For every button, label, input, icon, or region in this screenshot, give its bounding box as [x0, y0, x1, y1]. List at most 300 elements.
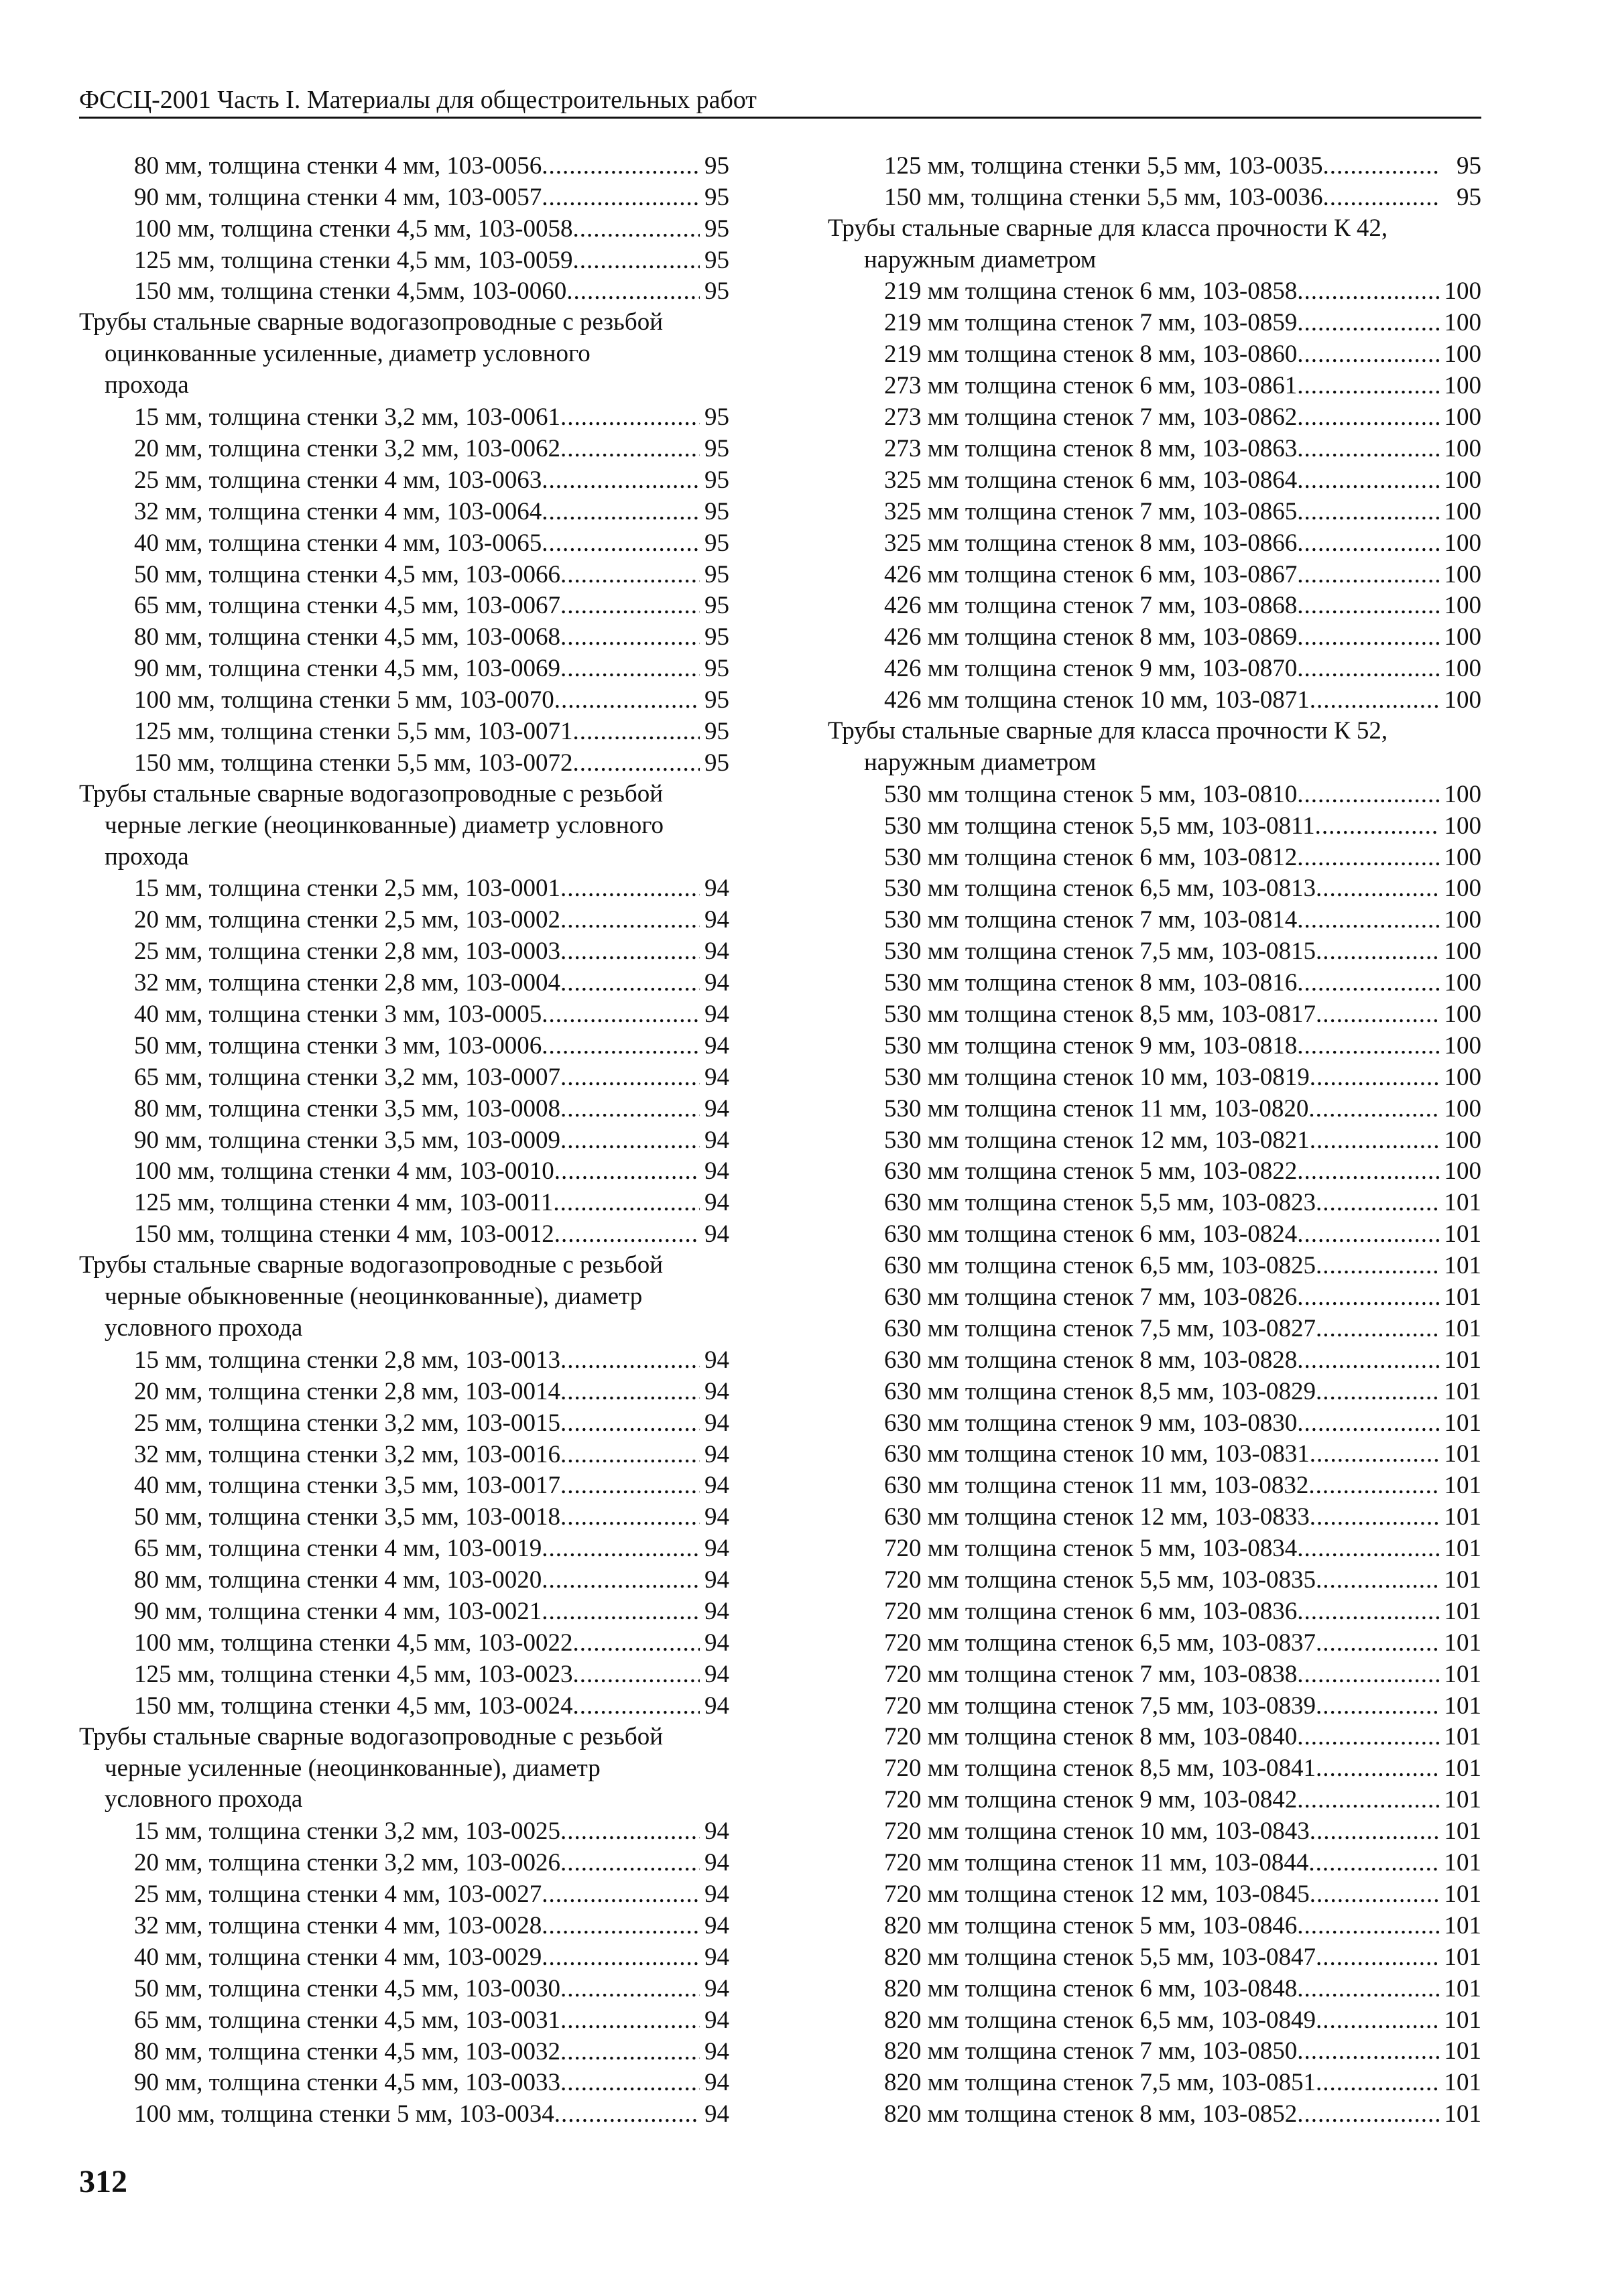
index-entry: [79, 1815, 729, 1847]
dot-leader: [560, 434, 700, 464]
entry-text: 100 мм, толщина стенки 5 мм, 103-0070: [134, 686, 554, 714]
index-entry: [79, 401, 729, 433]
dot-leader: [1297, 1722, 1440, 1752]
dot-leader: [1297, 2099, 1440, 2130]
dot-leader: [1297, 339, 1440, 370]
entry-page-ref: 94: [704, 1440, 729, 1468]
entry-page-ref: 100: [1444, 1126, 1481, 1154]
entry-text: 20 мм, толщина стенки 3,2 мм, 103-0026: [134, 1849, 560, 1877]
dot-leader: [560, 560, 700, 590]
entry-page-ref: 101: [1444, 1755, 1481, 1783]
entry-text: 15 мм, толщина стенки 2,5 мм, 103-0001: [134, 875, 560, 903]
entry-text: 25 мм, толщина стенки 3,2 мм, 103-0015: [134, 1409, 560, 1437]
index-entry: [828, 1784, 1481, 1815]
entry-page-ref: 95: [704, 560, 729, 588]
index-entry: [828, 621, 1481, 653]
dot-leader: [542, 1942, 700, 1973]
dot-leader: [542, 151, 700, 182]
dot-leader: [1297, 968, 1440, 999]
dot-leader: [560, 1502, 700, 1533]
entry-page-ref: 95: [1457, 151, 1481, 180]
index-entry: [828, 1659, 1481, 1690]
entry-text: 273 мм толщина стенок 8 мм, 103-0863: [884, 434, 1298, 462]
index-entry: [79, 716, 729, 747]
index-entry: [79, 276, 729, 308]
entry-text: 630 мм толщина стенок 8,5 мм, 103-0829: [884, 1377, 1316, 1405]
entry-page-ref: 94: [704, 1063, 729, 1091]
dot-leader: [560, 2067, 700, 2098]
index-entry: [79, 1376, 729, 1407]
entry-page-ref: 100: [1444, 969, 1481, 997]
page-number: 312: [79, 2164, 127, 2199]
dot-leader: [542, 1596, 700, 1627]
dot-leader: [1297, 1219, 1440, 1250]
entry-page-ref: 100: [1444, 686, 1481, 714]
index-entry: [828, 370, 1481, 401]
dot-leader: [1297, 1596, 1440, 1627]
dot-leader: [1297, 434, 1440, 464]
index-entry: [828, 904, 1481, 936]
index-entry: [79, 1659, 729, 1690]
index-entry: [79, 150, 729, 182]
index-entry: [828, 590, 1481, 622]
index-entry: [79, 433, 729, 464]
dot-leader: [1310, 1879, 1440, 1910]
entry-text: 65 мм, толщина стенки 4,5 мм, 103-0067: [134, 592, 560, 620]
dot-leader: [1316, 936, 1440, 967]
index-entry: [828, 182, 1481, 213]
entry-text: 426 мм толщина стенок 10 мм, 103-0871: [884, 686, 1310, 714]
entry-page-ref: 94: [704, 1377, 729, 1405]
group-heading-line: оцинкованные усиленные, диаметр условного: [105, 340, 591, 368]
dot-leader: [560, 2005, 700, 2036]
dot-leader: [1297, 528, 1440, 559]
entry-text: 530 мм толщина стенок 7 мм, 103-0814: [884, 906, 1298, 934]
entry-text: 90 мм, толщина стенки 4,5 мм, 103-0069: [134, 655, 560, 683]
entry-text: 20 мм, толщина стенки 2,8 мм, 103-0014: [134, 1377, 560, 1405]
index-entry: [828, 1847, 1481, 1878]
entry-text: 630 мм толщина стенок 11 мм, 103-0832: [884, 1472, 1309, 1500]
entry-page-ref: 101: [1444, 1880, 1481, 1908]
dot-leader: [554, 1156, 700, 1187]
entry-text: 100 мм, толщина стенки 4,5 мм, 103-0058: [134, 214, 573, 243]
entry-page-ref: 101: [1444, 1503, 1481, 1531]
dot-leader: [573, 1628, 700, 1659]
dot-leader: [1297, 842, 1440, 873]
entry-page-ref: 100: [1444, 403, 1481, 432]
entry-text: 20 мм, толщина стенки 3,2 мм, 103-0062: [134, 434, 560, 462]
dot-leader: [553, 1188, 700, 1218]
dot-leader: [1297, 1282, 1440, 1313]
entry-page-ref: 100: [1444, 1001, 1481, 1028]
entry-page-ref: 95: [704, 466, 729, 494]
entry-text: 100 мм, толщина стенки 4 мм, 103-0010: [134, 1157, 554, 1186]
index-entry: [828, 653, 1481, 684]
dot-leader: [1297, 590, 1440, 621]
dot-leader: [1297, 622, 1440, 653]
entry-text: 40 мм, толщина стенки 4 мм, 103-0065: [134, 529, 542, 557]
entry-text: 80 мм, толщина стенки 3,5 мм, 103-0008: [134, 1094, 560, 1123]
index-entry: [828, 2036, 1481, 2067]
entry-text: 150 мм, толщина стенки 4 мм, 103-0012: [134, 1220, 554, 1249]
entry-page-ref: 101: [1444, 1817, 1481, 1846]
index-entry: [828, 936, 1481, 967]
dot-leader: [542, 1031, 700, 1062]
entry-page-ref: 100: [1444, 277, 1481, 306]
index-entry: [79, 1156, 729, 1188]
entry-page-ref: 95: [704, 403, 729, 432]
entry-text: 426 мм толщина стенок 6 мм, 103-0867: [884, 560, 1298, 588]
index-entry: [79, 653, 729, 684]
entry-page-ref: 101: [1444, 1314, 1481, 1342]
dot-leader: [560, 1345, 700, 1376]
index-entry: [828, 1878, 1481, 1910]
entry-text: 720 мм толщина стенок 7 мм, 103-0838: [884, 1660, 1298, 1688]
entry-page-ref: 95: [704, 686, 729, 714]
dot-leader: [560, 936, 700, 967]
entry-text: 80 мм, толщина стенки 4 мм, 103-0056: [134, 151, 542, 180]
entry-page-ref: 94: [704, 1817, 729, 1846]
entry-text: 15 мм, толщина стенки 3,2 мм, 103-0061: [134, 403, 560, 432]
dot-leader: [1297, 2036, 1440, 2067]
entry-page-ref: 101: [1444, 1220, 1481, 1249]
entry-page-ref: 100: [1444, 655, 1481, 683]
entry-text: 325 мм толщина стенок 6 мм, 103-0864: [884, 466, 1298, 494]
dot-leader: [573, 716, 700, 747]
entry-page-ref: 100: [1444, 309, 1481, 337]
group-heading-line: Трубы стальные сварные водогазопроводные с резьбой: [79, 308, 664, 336]
entry-text: 65 мм, толщина стенки 4 мм, 103-0019: [134, 1535, 542, 1563]
entry-page-ref: 95: [1457, 183, 1481, 211]
entry-text: 630 мм толщина стенок 6,5 мм, 103-0825: [884, 1252, 1316, 1280]
entry-page-ref: 100: [1444, 1063, 1481, 1091]
index-entry: [79, 1690, 729, 1722]
entry-text: 50 мм, толщина стенки 3 мм, 103-0006: [134, 1031, 542, 1060]
entry-page-ref: 101: [1444, 1849, 1481, 1877]
entry-page-ref: 94: [704, 906, 729, 934]
group-heading-line: прохода: [105, 371, 189, 399]
group-heading-line: черные легкие (неоцинкованные) диаметр условного: [105, 811, 664, 839]
dot-leader: [1297, 560, 1440, 590]
entry-text: 630 мм толщина стенок 5,5 мм, 103-0823: [884, 1189, 1316, 1217]
entry-text: 32 мм, толщина стенки 4 мм, 103-0064: [134, 497, 542, 525]
index-entry: [828, 559, 1481, 590]
dot-leader: [1316, 1691, 1440, 1722]
index-entry: [828, 307, 1481, 338]
entry-text: 426 мм толщина стенок 7 мм, 103-0868: [884, 592, 1298, 620]
entry-page-ref: 101: [1444, 1346, 1481, 1374]
index-entry: [79, 1627, 729, 1659]
entry-text: 219 мм толщина стенок 7 мм, 103-0859: [884, 309, 1298, 337]
entry-text: 80 мм, толщина стенки 4 мм, 103-0020: [134, 1566, 542, 1594]
entry-text: 80 мм, толщина стенки 4,5 мм, 103-0068: [134, 623, 560, 651]
group-heading-line: условного прохода: [105, 1785, 303, 1813]
index-entry: [828, 1407, 1481, 1439]
dot-leader: [542, 1533, 700, 1564]
entry-page-ref: 94: [704, 1535, 729, 1563]
index-entry: [79, 1344, 729, 1376]
entry-text: 630 мм толщина стенок 12 мм, 103-0833: [884, 1503, 1310, 1531]
index-entry: [828, 999, 1481, 1030]
group-heading-line: Трубы стальные сварные водогазопроводные с резьбой: [79, 779, 664, 808]
entry-page-ref: 95: [704, 246, 729, 274]
entry-page-ref: 94: [704, 1598, 729, 1625]
index-entry: [828, 1250, 1481, 1281]
dot-leader: [542, 999, 700, 1030]
dot-leader: [560, 873, 700, 904]
index-entry: [828, 779, 1481, 810]
dot-leader: [1316, 1628, 1440, 1659]
index-entry: [828, 1030, 1481, 1062]
index-entry: [79, 182, 729, 213]
index-group-heading: [79, 1250, 729, 1344]
index-entry: [79, 2067, 729, 2099]
dot-leader: [560, 968, 700, 999]
entry-text: 820 мм толщина стенок 5 мм, 103-0846: [884, 1911, 1298, 1939]
entry-page-ref: 94: [704, 1943, 729, 1971]
index-entry: [828, 1722, 1481, 1753]
dot-leader: [1323, 151, 1440, 182]
index-entry: [79, 1596, 729, 1627]
entry-page-ref: 100: [1444, 466, 1481, 494]
entry-page-ref: 100: [1444, 938, 1481, 966]
index-entry: [79, 590, 729, 622]
dot-leader: [560, 1440, 700, 1470]
index-entry: [79, 1501, 729, 1533]
index-entry: [79, 559, 729, 590]
entry-page-ref: 94: [704, 1094, 729, 1123]
entry-page-ref: 95: [704, 717, 729, 745]
entry-page-ref: 101: [1444, 1283, 1481, 1312]
dot-leader: [560, 1408, 700, 1439]
entry-text: 325 мм толщина стенок 8 мм, 103-0866: [884, 529, 1298, 557]
entry-text: 530 мм толщина стенок 5,5 мм, 103-0811: [884, 812, 1315, 840]
entry-text: 125 мм, толщина стенки 5,5 мм, 103-0071: [134, 717, 573, 745]
entry-text: 90 мм, толщина стенки 4,5 мм, 103-0033: [134, 2069, 560, 2097]
dot-leader: [573, 748, 700, 779]
dot-leader: [1297, 308, 1440, 338]
entry-page-ref: 101: [1444, 1377, 1481, 1405]
entry-text: 125 мм, толщина стенки 4,5 мм, 103-0023: [134, 1660, 573, 1688]
group-heading-line: наружным диаметром: [864, 748, 1097, 776]
dot-leader: [1308, 1848, 1440, 1878]
dot-leader: [1297, 1345, 1440, 1376]
entry-page-ref: 101: [1444, 1409, 1481, 1437]
entry-page-ref: 101: [1444, 2100, 1481, 2128]
entry-page-ref: 100: [1444, 434, 1481, 462]
index-entry: [828, 2067, 1481, 2098]
entry-page-ref: 101: [1444, 1943, 1481, 1971]
group-heading-line: условного прохода: [105, 1314, 303, 1342]
entry-page-ref: 101: [1444, 1535, 1481, 1563]
entry-text: 530 мм толщина стенок 11 мм, 103-0820: [884, 1094, 1309, 1123]
dot-leader: [1316, 1942, 1440, 1973]
index-entry: [828, 496, 1481, 527]
index-entry: [79, 967, 729, 999]
index-entry: [828, 1627, 1481, 1659]
entry-page-ref: 95: [704, 655, 729, 683]
dot-leader: [1316, 1251, 1440, 1281]
entry-page-ref: 100: [1444, 592, 1481, 620]
dot-leader: [1316, 999, 1440, 1030]
entry-text: 720 мм толщина стенок 10 мм, 103-0843: [884, 1817, 1310, 1846]
dot-leader: [566, 276, 700, 307]
dot-leader: [1308, 1094, 1440, 1125]
index-entry: [828, 1973, 1481, 2004]
dot-leader: [573, 245, 700, 276]
entry-text: 219 мм толщина стенок 6 мм, 103-0858: [884, 277, 1298, 306]
entry-page-ref: 100: [1444, 1094, 1481, 1123]
entry-page-ref: 100: [1444, 340, 1481, 369]
entry-page-ref: 94: [704, 1031, 729, 1060]
entry-page-ref: 100: [1444, 906, 1481, 934]
dot-leader: [542, 182, 700, 213]
entry-page-ref: 101: [1444, 1597, 1481, 1625]
dot-leader: [1297, 465, 1440, 496]
entry-page-ref: 100: [1444, 1157, 1481, 1186]
dot-leader: [1310, 1125, 1440, 1156]
entry-text: 720 мм толщина стенок 8,5 мм, 103-0841: [884, 1755, 1316, 1783]
dot-leader: [1308, 1470, 1440, 1501]
entry-text: 150 мм, толщина стенки 4,5мм, 103-0060: [134, 277, 567, 306]
entry-text: 530 мм толщина стенок 6,5 мм, 103-0813: [884, 875, 1316, 903]
index-entry: [828, 1533, 1481, 1564]
entry-page-ref: 94: [704, 875, 729, 903]
group-heading-line: Трубы стальные сварные водогазопроводные с резьбой: [79, 1251, 664, 1279]
entry-text: 50 мм, толщина стенки 4,5 мм, 103-0030: [134, 1974, 560, 2002]
index-entry: [79, 2098, 729, 2130]
index-entry: [828, 1815, 1481, 1847]
dot-leader: [1316, 1314, 1440, 1344]
entry-text: 150 мм, толщина стенки 4,5 мм, 103-0024: [134, 1692, 573, 1720]
dot-leader: [1316, 1753, 1440, 1784]
entry-text: 820 мм толщина стенок 8 мм, 103-0852: [884, 2100, 1298, 2128]
entry-text: 65 мм, толщина стенки 4,5 мм, 103-0031: [134, 2006, 560, 2034]
index-entry: [79, 1910, 729, 1941]
entry-page-ref: 94: [704, 1126, 729, 1154]
entry-page-ref: 100: [1444, 372, 1481, 400]
dot-leader: [1297, 371, 1440, 401]
entry-page-ref: 101: [1444, 1974, 1481, 2002]
entry-text: 530 мм толщина стенок 5 мм, 103-0810: [884, 780, 1298, 808]
dot-leader: [1297, 779, 1440, 810]
entry-page-ref: 100: [1444, 812, 1481, 840]
entry-text: 720 мм толщина стенок 8 мм, 103-0840: [884, 1723, 1298, 1751]
entry-page-ref: 94: [704, 2069, 729, 2097]
entry-page-ref: 95: [704, 592, 729, 620]
entry-text: 40 мм, толщина стенки 3,5 мм, 103-0017: [134, 1472, 560, 1500]
entry-text: 820 мм толщина стенок 5,5 мм, 103-0847: [884, 1943, 1316, 1971]
dot-leader: [1297, 1031, 1440, 1062]
entry-page-ref: 94: [704, 2037, 729, 2065]
dot-leader: [554, 2099, 700, 2130]
entry-text: 820 мм толщина стенок 6 мм, 103-0848: [884, 1974, 1298, 2002]
entry-text: 50 мм, толщина стенки 3,5 мм, 103-0018: [134, 1503, 560, 1531]
entry-text: 65 мм, толщина стенки 3,2 мм, 103-0007: [134, 1063, 560, 1091]
entry-text: 530 мм толщина стенок 7,5 мм, 103-0815: [884, 938, 1316, 966]
dot-leader: [573, 1691, 700, 1722]
entry-page-ref: 100: [1444, 875, 1481, 903]
dot-leader: [1297, 1974, 1440, 2004]
dot-leader: [560, 1816, 700, 1847]
index-entry: [79, 2036, 729, 2067]
index-entry: [79, 904, 729, 936]
entry-text: 25 мм, толщина стенки 2,8 мм, 103-0003: [134, 938, 560, 966]
entry-page-ref: 95: [704, 151, 729, 180]
dot-leader: [542, 497, 700, 527]
index-entry: [79, 464, 729, 496]
entry-text: 80 мм, толщина стенки 4,5 мм, 103-0032: [134, 2037, 560, 2065]
entry-text: 150 мм, толщина стенки 5,5 мм, 103-0072: [134, 749, 573, 777]
index-entry: [828, 1752, 1481, 1784]
entry-page-ref: 94: [704, 1911, 729, 1939]
index-entry: [79, 496, 729, 527]
entry-text: 90 мм, толщина стенки 3,5 мм, 103-0009: [134, 1126, 560, 1154]
index-entry: [828, 276, 1481, 308]
entry-page-ref: 94: [704, 1974, 729, 2002]
entry-text: 150 мм, толщина стенки 5,5 мм, 103-0036: [884, 183, 1323, 211]
dot-leader: [1316, 1565, 1440, 1596]
index-entry: [828, 2004, 1481, 2036]
dot-leader: [1315, 811, 1440, 842]
dot-leader: [1297, 1533, 1440, 1564]
entry-page-ref: 94: [704, 1629, 729, 1657]
entry-page-ref: 94: [704, 1660, 729, 1688]
index-entry: [79, 1533, 729, 1564]
index-entry: [79, 1470, 729, 1502]
entry-page-ref: 94: [704, 1409, 729, 1437]
entry-text: 630 мм толщина стенок 8 мм, 103-0828: [884, 1346, 1298, 1374]
entry-text: 100 мм, толщина стенки 4,5 мм, 103-0022: [134, 1629, 573, 1657]
entry-page-ref: 95: [704, 623, 729, 651]
entry-text: 530 мм толщина стенок 12 мм, 103-0821: [884, 1126, 1310, 1154]
entry-text: 90 мм, толщина стенки 4 мм, 103-0021: [134, 1598, 542, 1625]
index-entry: [828, 338, 1481, 370]
entry-page-ref: 95: [704, 529, 729, 557]
entry-page-ref: 94: [704, 2100, 729, 2128]
entry-page-ref: 100: [1444, 1031, 1481, 1060]
index-entry: [828, 1910, 1481, 1941]
dot-leader: [542, 465, 700, 496]
dot-leader: [554, 685, 700, 716]
entry-page-ref: 101: [1444, 1440, 1481, 1468]
entry-page-ref: 101: [1444, 1472, 1481, 1500]
dot-leader: [560, 1094, 700, 1125]
entry-text: 32 мм, толщина стенки 3,2 мм, 103-0016: [134, 1440, 560, 1468]
entry-text: 426 мм толщина стенок 8 мм, 103-0869: [884, 623, 1298, 651]
index-entry: [828, 527, 1481, 559]
entry-text: 40 мм, толщина стенки 3 мм, 103-0005: [134, 1001, 542, 1029]
dot-leader: [560, 1848, 700, 1878]
entry-text: 720 мм толщина стенок 5,5 мм, 103-0835: [884, 1566, 1316, 1594]
dot-leader: [573, 214, 700, 245]
entry-text: 15 мм, толщина стенки 2,8 мм, 103-0013: [134, 1346, 560, 1374]
entry-text: 720 мм толщина стенок 6 мм, 103-0836: [884, 1597, 1298, 1625]
running-header: ФССЦ-2001 Часть I. Материалы для общестроительных работ: [79, 84, 1481, 119]
dot-leader: [560, 590, 700, 621]
dot-leader: [1316, 2005, 1440, 2036]
entry-page-ref: 94: [704, 1157, 729, 1186]
entry-text: 530 мм толщина стенок 8 мм, 103-0816: [884, 969, 1298, 997]
group-heading-line: прохода: [105, 842, 189, 871]
dot-leader: [1297, 1408, 1440, 1439]
index-entry: [79, 1218, 729, 1250]
group-heading-line: Трубы стальные сварные для класса прочности К 42,: [828, 214, 1388, 242]
entry-text: 15 мм, толщина стенки 3,2 мм, 103-0025: [134, 1817, 560, 1846]
entry-page-ref: 95: [704, 749, 729, 777]
dot-leader: [1297, 1911, 1440, 1941]
index-entry: [79, 245, 729, 276]
